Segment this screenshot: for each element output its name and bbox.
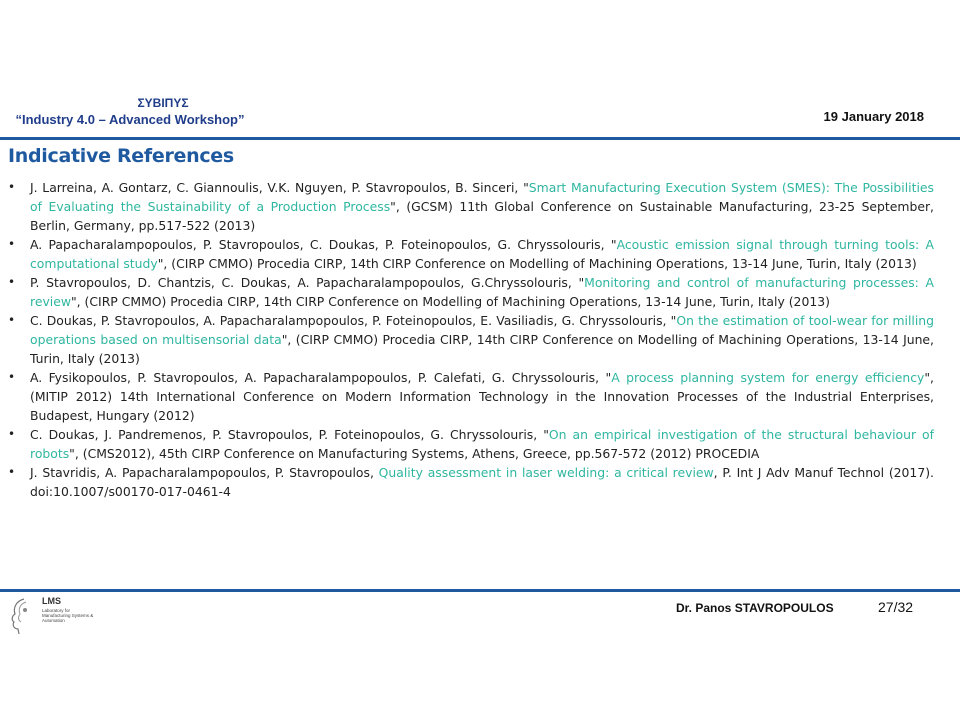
bullet-icon: • — [8, 313, 16, 327]
bullet-icon: • — [8, 465, 16, 479]
reference-item — [8, 425, 934, 463]
reference-authors: A. Papacharalampopoulos, P. Stavropoulos, C. Doukas, P. Foteinopoulos, G. Chryssolouris, " — [30, 237, 617, 252]
logo-subtitle: Laboratory for Manufacturing Systems & Automation — [42, 608, 94, 623]
reference-source: ", (CIRP CMMO) Procedia CIRP, 14th CIRP Conference on Modelling of Machining Operations, 13-14 June, Turin, Italy (2013) — [70, 294, 830, 309]
organization-name: ΣΥΒΙΠΥΣ — [137, 96, 189, 110]
reference-source: , P. Int J Adv Manuf Technol (2017). doi:10.1007/s00170-017-0461-4 — [30, 465, 934, 499]
reference-title: On an empirical investigation of the structural behaviour of robots — [30, 427, 934, 461]
footer-divider — [0, 589, 960, 592]
page-number: 27/32 — [878, 599, 914, 615]
reference-authors: P. Stavropoulos, D. Chantzis, C. Doukas, A. Papacharalampopoulos, G.Chryssolouris, " — [30, 275, 585, 290]
reference-authors: J. Larreina, A. Gontarz, C. Giannoulis, V.K. Nguyen, P. Stavropoulos, B. Sinceri, " — [30, 180, 529, 195]
lms-logo-icon — [6, 596, 36, 636]
bullet-icon: • — [8, 427, 16, 441]
reference-item — [8, 273, 934, 311]
slide-date: 19 January 2018 — [823, 109, 924, 124]
reference-title: A process planning system for energy efficiency — [611, 370, 925, 385]
bullet-icon: • — [8, 275, 16, 289]
reference-list — [8, 178, 934, 501]
reference-authors: A. Fysikopoulos, P. Stavropoulos, A. Papacharalampopoulos, P. Calefati, G. Chryssolouris, " — [30, 370, 612, 385]
reference-source: ", (CIRP CMMO) Procedia CIRP, 14th CIRP Conference on Modelling of Machining Operations, 13-14 June, Turin, Italy (2013) — [30, 332, 934, 366]
reference-title: On the estimation of tool-wear for milling operations based on multisensorial data — [30, 313, 935, 347]
reference-item — [8, 178, 934, 235]
reference-authors: C. Doukas, J. Pandremenos, P. Stavropoulos, P. Foteinopoulos, G. Chryssolouris, " — [30, 427, 549, 442]
reference-item — [8, 235, 934, 273]
reference-title: Smart Manufacturing Execution System (SMES): The Possibilities of Evaluating the Sustainability of a Production Process — [30, 180, 934, 214]
logo-name: LMS — [42, 596, 61, 606]
presenter-name: Dr. Panos STAVROPOULOS — [676, 601, 834, 615]
reference-authors: J. Stavridis, A. Papacharalampopoulos, P. Stavropoulos, — [30, 465, 379, 480]
reference-title: Acoustic emission signal through turning tools: A computational study — [30, 237, 934, 271]
reference-title: Monitoring and control of manufacturing processes: A review — [30, 275, 934, 309]
reference-title: Quality assessment in laser welding: a critical review — [378, 465, 714, 480]
bullet-icon: • — [8, 237, 16, 251]
header-divider — [0, 137, 960, 140]
workshop-title: “Industry 4.0 – Advanced Workshop” — [15, 112, 245, 127]
reference-source: ", (GCSM) 11th Global Conference on Sustainable Manufacturing, 23-25 September, Berlin, Germany, pp.517-522 (2013) — [30, 199, 934, 233]
slide-title: Indicative References — [8, 145, 234, 167]
reference-source: ", (CIRP CMMO) Procedia CIRP, 14th CIRP Conference on Modelling of Machining Operations, 13-14 June, Turin, Italy (2013) — [157, 256, 917, 271]
reference-item — [8, 463, 934, 501]
reference-item — [8, 311, 934, 368]
reference-source: ", (CMS2012), 45th CIRP Conference on Manufacturing Systems, Athens, Greece, pp.567-572 (2012) PROCEDIA — [69, 446, 760, 461]
bullet-icon: • — [8, 180, 16, 194]
reference-authors: C. Doukas, P. Stavropoulos, A. Papacharalampopoulos, P. Foteinopoulos, E. Vasiliadis, G. Chryssolouris, " — [30, 313, 677, 328]
reference-source: ", (MITIP 2012) 14th International Conference on Modern Information Technology in the Innovation Processes of the Industrial Enterprises, Budapest, Hungary (2012) — [30, 370, 934, 423]
reference-item — [8, 368, 934, 425]
bullet-icon: • — [8, 370, 16, 384]
lms-logo — [6, 596, 96, 636]
